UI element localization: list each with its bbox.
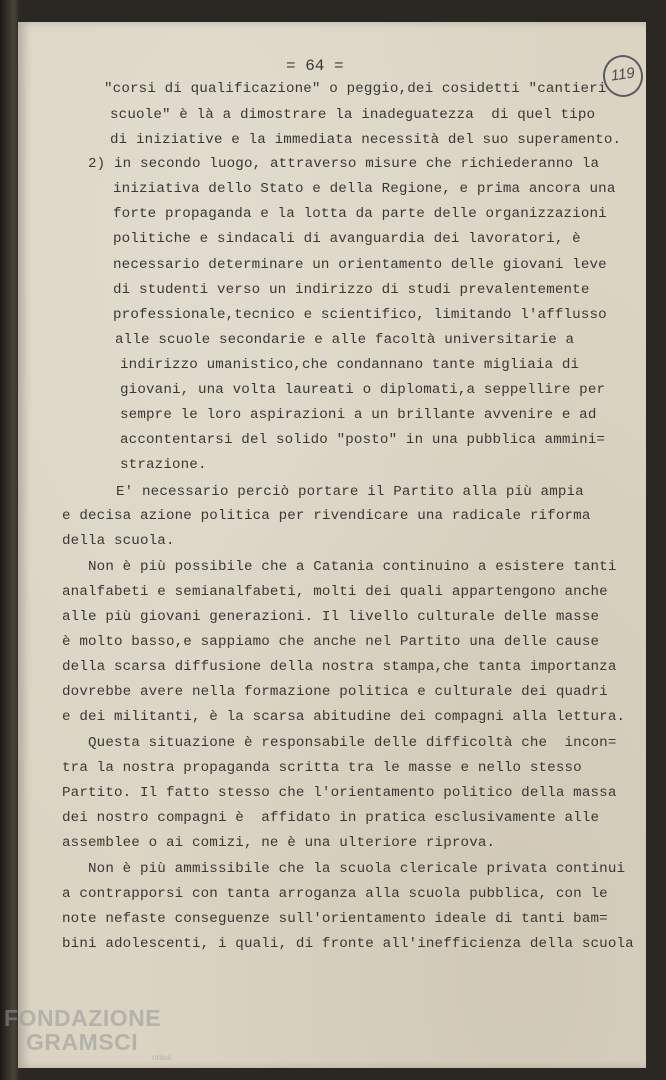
text-line: dei nostro compagni è affidato in pratica esclusivamente alle: [62, 810, 600, 826]
text-line: indirizzo umanistico,che condannano tante migliaia di: [120, 357, 580, 373]
text-line: "corsi di qualificazione" o peggio,dei cosidetti "cantieri: [104, 81, 607, 97]
text-line: dovrebbe avere nella formazione politica e culturale dei quadri: [62, 684, 608, 700]
text-line: alle più giovani generazioni. Il livello culturale delle masse: [62, 609, 600, 625]
text-line: a contrapporsi con tanta arroganza alla scuola pubblica, con le: [62, 886, 608, 902]
text-line: bini adolescenti, i quali, di fronte all'inefficienza della scuola: [62, 936, 634, 952]
folio-stamp: 119: [600, 52, 645, 99]
text-line: e dei militanti, è la scarsa abitudine dei compagni alla lettura.: [62, 709, 626, 725]
text-line: professionale,tecnico e scientifico, limitando l'afflusso: [113, 307, 607, 323]
text-line: di iniziative e la immediata necessità del suo superamento.: [110, 132, 622, 148]
text-line: Non è più ammissibile che la scuola clericale privata continui: [88, 861, 626, 877]
page-number: = 64 =: [286, 57, 344, 75]
watermark-line-2: [4, 1029, 172, 1062]
text-line: Questa situazione è responsabile delle difficoltà che incon=: [88, 735, 617, 751]
text-line: accontentarsi del solido "posto" in una pubblica ammini=: [120, 432, 606, 448]
document-page: [18, 22, 646, 1068]
text-line: Non è più possibile che a Catania continuino a esistere tanti: [88, 559, 617, 575]
text-line: e decisa azione politica per rivendicare una radicale riforma: [62, 508, 591, 524]
text-line: di studenti verso un indirizzo di studi prevalentemente: [113, 282, 590, 298]
text-line: è molto basso,e sappiamo che anche nel Partito una delle cause: [62, 634, 600, 650]
text-line: scuole" è là a dimostrare la inadeguatezza di quel tipo: [110, 107, 596, 123]
text-line: Partito. Il fatto stesso che l'orientamento politico della massa: [62, 785, 617, 801]
text-line: necessario determinare un orientamento delle giovani leve: [113, 257, 607, 273]
book-binding: [0, 0, 20, 1080]
text-line: note nefaste conseguenze sull'orientamento ideale di tanti bam=: [62, 911, 608, 927]
text-line: della scuola.: [62, 533, 175, 549]
watermark-onlus: onlus: [152, 1053, 172, 1062]
text-line: tra la nostra propaganda scritta tra le masse e nello stesso: [62, 760, 582, 776]
text-line: analfabeti e semianalfabeti, molti dei quali appartengono anche: [62, 584, 608, 600]
text-line: strazione.: [120, 457, 207, 473]
text-line: giovani, una volta laureati o diplomati,a seppellire per: [120, 382, 606, 398]
text-line: 2) in secondo luogo, attraverso misure che richiederanno la: [88, 156, 600, 172]
text-line: della scarsa diffusione della nostra stampa,che tanta importanza: [62, 659, 617, 675]
watermark-gramsci: GRAMSCI: [26, 1029, 139, 1055]
text-line: E' necessario perciò portare il Partito alla più ampia: [116, 484, 584, 500]
text-line: alle scuole secondarie e alle facoltà universitarie a: [115, 332, 575, 348]
text-line: assemblee o ai comizi, ne è una ulteriore riprova.: [62, 835, 496, 851]
text-line: politiche e sindacali di avanguardia dei lavoratori, è: [113, 231, 581, 247]
text-line: sempre le loro aspirazioni a un brillante avvenire e ad: [120, 407, 597, 423]
watermark-line-1: FONDAZIONE: [4, 1005, 162, 1031]
text-line: iniziativa dello Stato e della Regione, e prima ancora una: [113, 181, 616, 197]
watermark-logo: [4, 1005, 172, 1062]
text-line: forte propaganda e la lotta da parte delle organizzazioni: [113, 206, 607, 222]
